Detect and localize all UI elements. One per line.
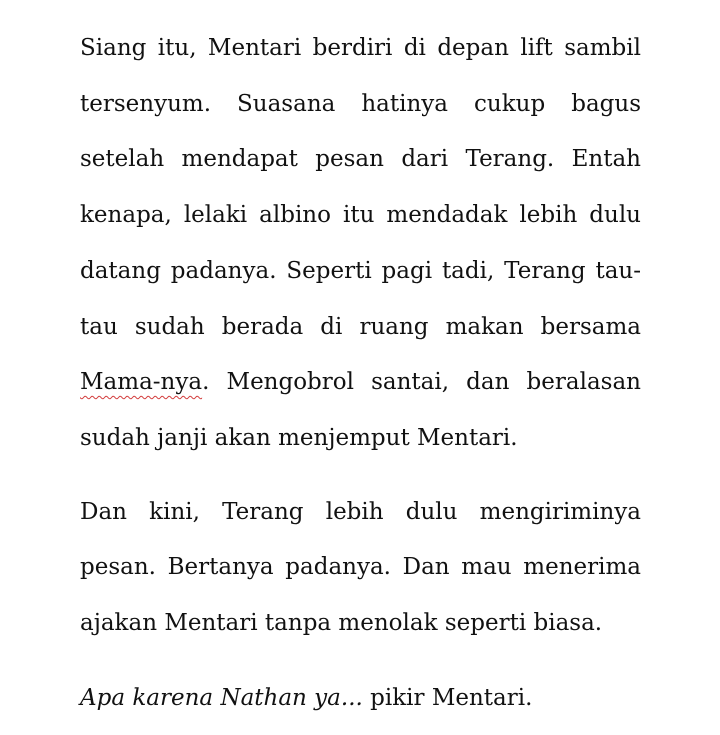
- inner-thought-text: Apa karena Nathan ya...: [80, 684, 363, 711]
- paragraph-1-line-5: datang padanya. Seperti pagi tadi, Terang tau-: [80, 257, 641, 284]
- paragraph-1-line-7: [80, 355, 641, 411]
- paragraph-1-line-8: sudah janji akan menjemput Mentari.: [80, 424, 518, 451]
- paragraph-2-line-3: ajakan Mentari tanpa menolak seperti biasa.: [80, 610, 603, 637]
- spellcheck-flagged-word[interactable]: Mama-nya: [80, 369, 203, 396]
- paragraph-1-line-1: Siang itu, Mentari berdiri di depan lift sambil: [80, 35, 641, 61]
- paragraph-spacing: [80, 467, 641, 485]
- paragraph-1: [80, 21, 641, 467]
- flagged-word-suffix: .: [202, 369, 210, 396]
- paragraph-2: [80, 485, 641, 652]
- paragraph-1-line-6: tau sudah berada di ruang makan bersama: [80, 313, 641, 340]
- narration-text: pikir Mentari.: [370, 684, 533, 711]
- paragraph-1-line-3: setelah mendapat pesan dari Terang. Entah: [80, 146, 641, 173]
- paragraph-1-line-4: kenapa, lelaki albino itu mendadak lebih dulu: [80, 202, 641, 229]
- paragraph-3: [80, 671, 641, 727]
- paragraph-spacing: [80, 652, 641, 671]
- paragraph-1-line-2: tersenyum. Suasana hatinya cukup bagus: [80, 90, 641, 117]
- paragraph-1-line-7-rest: Mengobrol santai, dan beralasan: [226, 369, 641, 396]
- document-page: [80, 21, 641, 726]
- paragraph-2-line-2: pesan. Bertanya padanya. Dan mau menerima: [80, 554, 641, 581]
- paragraph-3-line-1: [80, 671, 641, 727]
- paragraph-2-line-1: Dan kini, Terang lebih dulu mengiriminya: [80, 498, 641, 525]
